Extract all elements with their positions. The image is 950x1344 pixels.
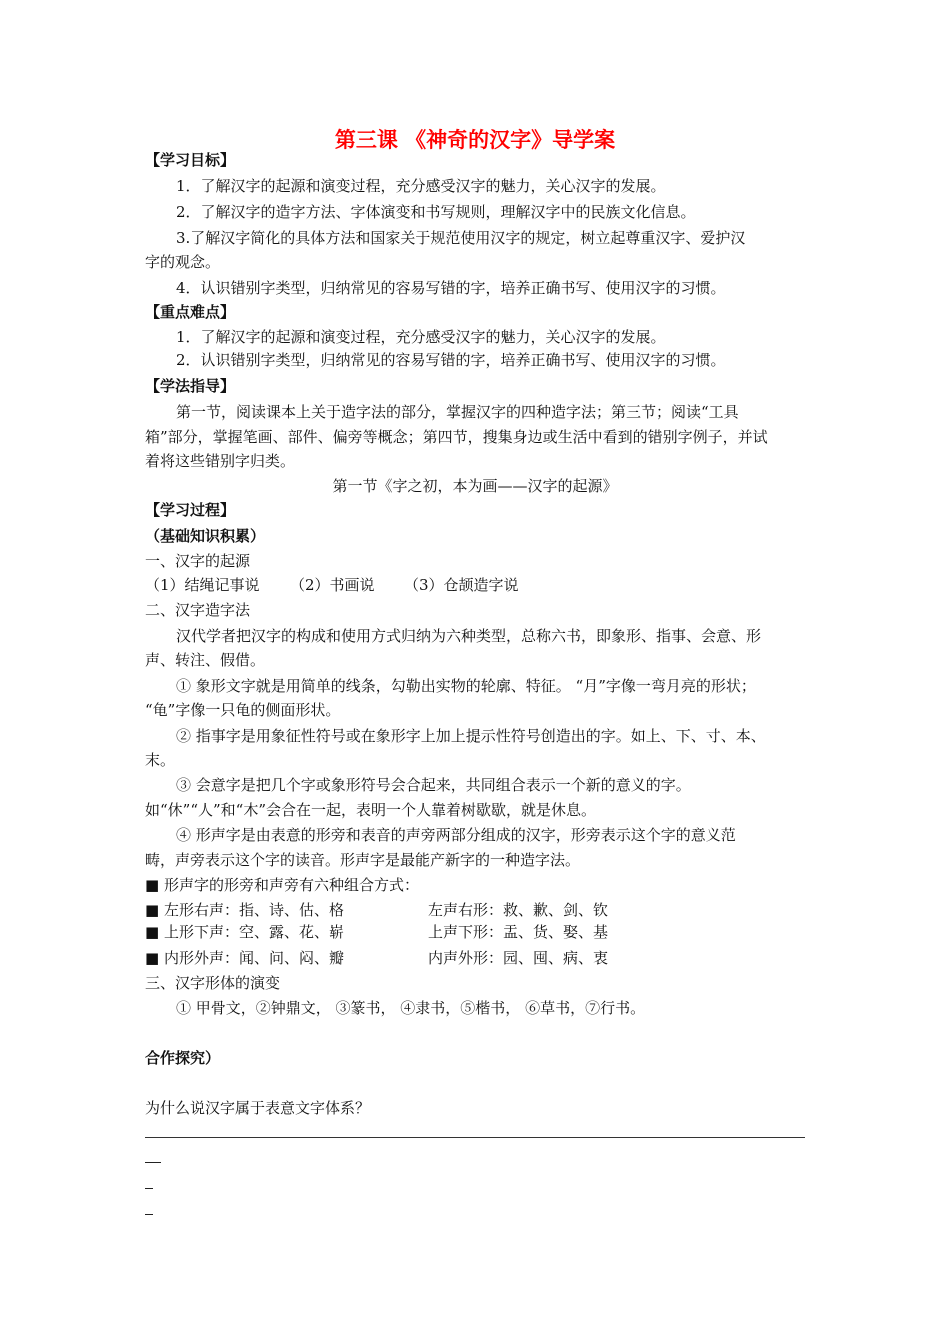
method-paragraph-line: 汉代学者把汉字的构成和使用方式归纳为六种类型，总称六书，即象形、指事、会意、形 <box>176 627 762 645</box>
method-heading: 【学法指导】 <box>145 377 236 395</box>
combo-left: ■ 左形右声：指、诗、估、格 <box>145 901 344 919</box>
goal-item: 3.了解汉字简化的具体方法和国家关于规范使用汉字的规定，树立起尊重汉字、爱护汉 <box>176 229 746 247</box>
method-paragraph-line: ③ 会意字是把几个字或象形符号会合起来，共同组合表示一个新的意义的字。 <box>176 776 691 794</box>
key-point-item: 1．了解汉字的起源和演变过程，充分感受汉字的魅力，关心汉字的发展。 <box>176 328 666 346</box>
goals-heading: 【学习目标】 <box>145 151 236 169</box>
method-paragraph-line: 声、转注、假借。 <box>145 651 266 669</box>
method-paragraph-line: 如“休”“人”和“木”会合在一起，表明一个人靠着树歇歇，就是休息。 <box>145 801 597 819</box>
key-point-item: 2．认识错别字类型，归纳常见的容易写错的字，培养正确书写、使用汉字的习惯。 <box>176 351 726 369</box>
method-paragraph-line: 末。 <box>145 751 176 769</box>
method-paragraph-line: 畴，声旁表示这个字的读音。形声字是最能产新字的一种造字法。 <box>145 851 581 869</box>
method-section-heading: 二、汉字造字法 <box>145 601 251 619</box>
combo-right: 内声外形：园、囤、病、衷 <box>428 949 609 967</box>
goal-item-continued: 字的观念。 <box>145 253 221 271</box>
method-line: 第一节，阅读课本上关于造字法的部分，掌握汉字的四种造字法；第三节；阅读“工具 <box>176 403 739 421</box>
key-points-heading: 【重点难点】 <box>145 303 236 321</box>
goal-item: 1．了解汉字的起源和演变过程，充分感受汉字的魅力，关心汉字的发展。 <box>176 177 666 195</box>
method-line: 着将这些错别字归类。 <box>145 452 296 470</box>
answer-blank <box>145 1214 153 1215</box>
origin-item: （1）结绳记事说 <box>145 576 260 594</box>
answer-blank <box>145 1188 153 1189</box>
explore-question: 为什么说汉字属于表意文字体系？ <box>145 1099 371 1117</box>
goal-item: 4．认识错别字类型，归纳常见的容易写错的字，培养正确书写、使用汉字的习惯。 <box>176 279 726 297</box>
page-title: 第三课 《神奇的汉字》导学案 <box>334 128 616 152</box>
process-heading: 【学习过程】 <box>145 501 236 519</box>
goal-item: 2．了解汉字的造字方法、字体演变和书写规则，理解汉字中的民族文化信息。 <box>176 203 696 221</box>
method-line: 箱”部分，掌握笔画、部件、偏旁等概念；第四节，搜集身边或生活中看到的错别字例子，并试 <box>145 428 768 446</box>
combo-left: ■ 上形下声：空、露、花、崭 <box>145 923 344 941</box>
answer-blank <box>145 1162 161 1163</box>
evolution-line: ① 甲骨文，②钟鼎文， ③篆书， ④隶书，⑤楷书， ⑥草书，⑦行书。 <box>176 999 646 1017</box>
method-paragraph-line: ④ 形声字是由表意的形旁和表音的声旁两部分组成的汉字，形旁表示这个字的意义范 <box>176 826 736 844</box>
origin-item: （3）仓颉造字说 <box>404 576 519 594</box>
combo-left: ■ 内形外声：闻、问、闷、瓣 <box>145 949 344 967</box>
answer-line <box>145 1137 805 1138</box>
method-paragraph-line: “龟”字像一只龟的侧面形状。 <box>145 701 341 719</box>
combo-right: 上声下形：盂、货、娶、基 <box>428 923 609 941</box>
process-subheading: （基础知识积累） <box>145 527 266 545</box>
origin-item: （2）书画说 <box>290 576 375 594</box>
origin-heading: 一、汉字的起源 <box>145 552 251 570</box>
combo-intro: ■ 形声字的形旁和声旁有六种组合方式： <box>145 876 419 894</box>
evolution-heading: 三、汉字形体的演变 <box>145 974 281 992</box>
section-title: 第一节《字之初，本为画——汉字的起源》 <box>332 477 618 495</box>
combo-right: 左声右形：救、歉、剑、钦 <box>428 901 609 919</box>
method-paragraph-line: ② 指事字是用象征性符号或在象形字上加上提示性符号创造出的字。如上、下、寸、本、 <box>176 727 766 745</box>
explore-heading: 合作探究） <box>145 1049 221 1067</box>
method-paragraph-line: ① 象形文字就是用简单的线条，勾勒出实物的轮廓、特征。 “月”字像一弯月亮的形状； <box>176 677 756 695</box>
